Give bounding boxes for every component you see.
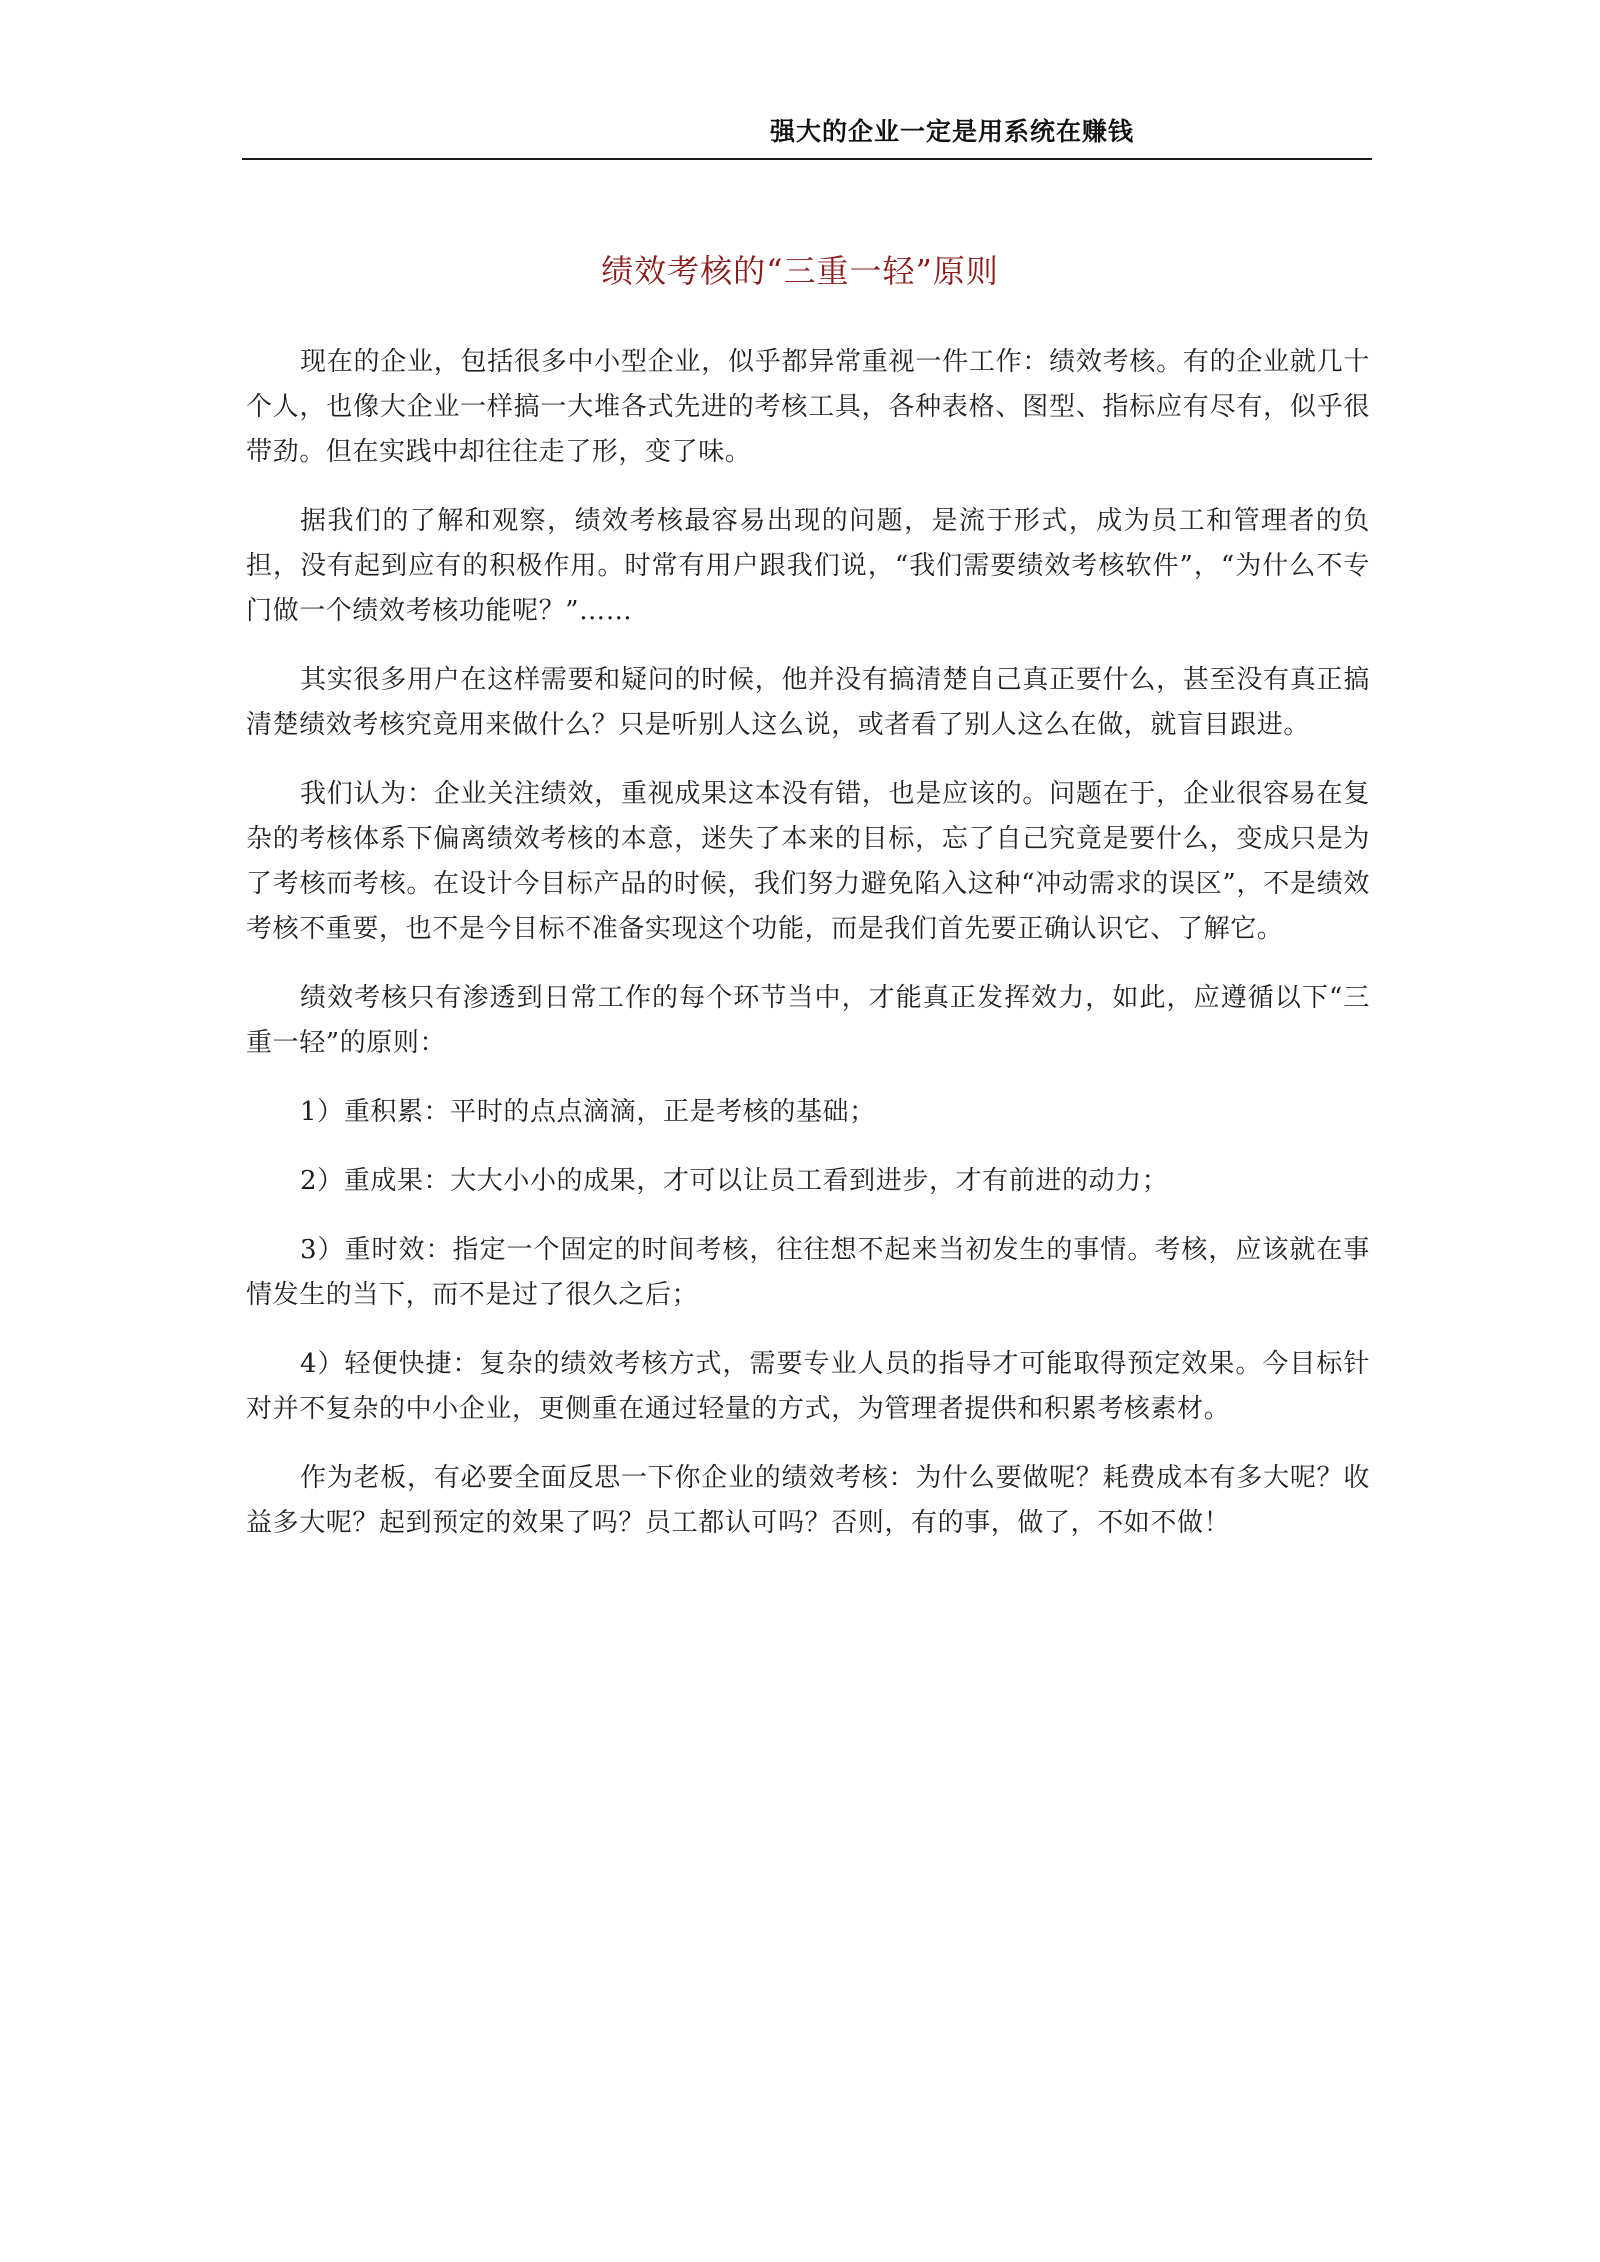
paragraph-observation: 据我们的了解和观察，绩效考核最容易出现的问题，是流于形式，成为员工和管理者的负担，没有起到应有的积极作用。时常有用户跟我们说，“我们需要绩效考核软件”，“为什么不专门做一个绩效考核功能呢？”…… (246, 506, 1370, 626)
document-title: 绩效考核的“三重一轻”原则 (601, 252, 999, 290)
paragraph-our-view: 我们认为：企业关注绩效，重视成果这本没有错，也是应该的。问题在于，企业很容易在复杂的考核体系下偏离绩效考核的本意，迷失了本来的目标，忘了自己究竟是要什么，变成只是为了考核而考核。在设计今目标产品的时候，我们努力避免陷入这种“冲动需求的误区”，不是绩效考核不重要，也不是今目标不准备实现这个功能，而是我们首先要正确认识它、了解它。 (246, 779, 1370, 944)
paragraph-conclusion: 作为老板，有必要全面反思一下你企业的绩效考核：为什么要做呢？耗费成本有多大呢？收益多大呢？起到预定的效果了吗？员工都认可吗？否则，有的事，做了，不如不做！ (246, 1463, 1370, 1538)
page-header (242, 110, 1372, 160)
paragraph-intro: 现在的企业，包括很多中小型企业，似乎都异常重视一件工作：绩效考核。有的企业就几十个人，也像大企业一样搞一大堆各式先进的考核工具，各种表格、图型、指标应有尽有，似乎很带劲。但在实践中却往往走了形，变了味。 (246, 347, 1370, 467)
paragraph-user-confusion: 其实很多用户在这样需要和疑问的时候，他并没有搞清楚自己真正要什么，甚至没有真正搞清楚绩效考核究竟用来做什么？只是听别人这么说，或者看了别人这么在做，就盲目跟进。 (246, 665, 1370, 740)
list-item-accumulation: 1）重积累：平时的点点滴滴，正是考核的基础； (300, 1097, 876, 1127)
list-item-results: 2）重成果：大大小小的成果，才可以让员工看到进步，才有前进的动力； (300, 1166, 1169, 1196)
list-item-lightweight: 4）轻便快捷：复杂的绩效考核方式，需要专业人员的指导才可能取得预定效果。今目标针对并不复杂的中小企业，更侧重在通过轻量的方式，为管理者提供和积累考核素材。 (246, 1349, 1370, 1424)
running-head: 强大的企业一定是用系统在赚钱 (769, 117, 1134, 146)
article-body (246, 340, 1370, 1570)
list-item-timeliness: 3）重时效：指定一个固定的时间考核，往往想不起来当初发生的事情。考核，应该就在事情发生的当下，而不是过了很久之后； (246, 1235, 1370, 1310)
paragraph-principles-intro: 绩效考核只有渗透到日常工作的每个环节当中，才能真正发挥效力，如此，应遵循以下“三重一轻”的原则： (246, 983, 1370, 1058)
